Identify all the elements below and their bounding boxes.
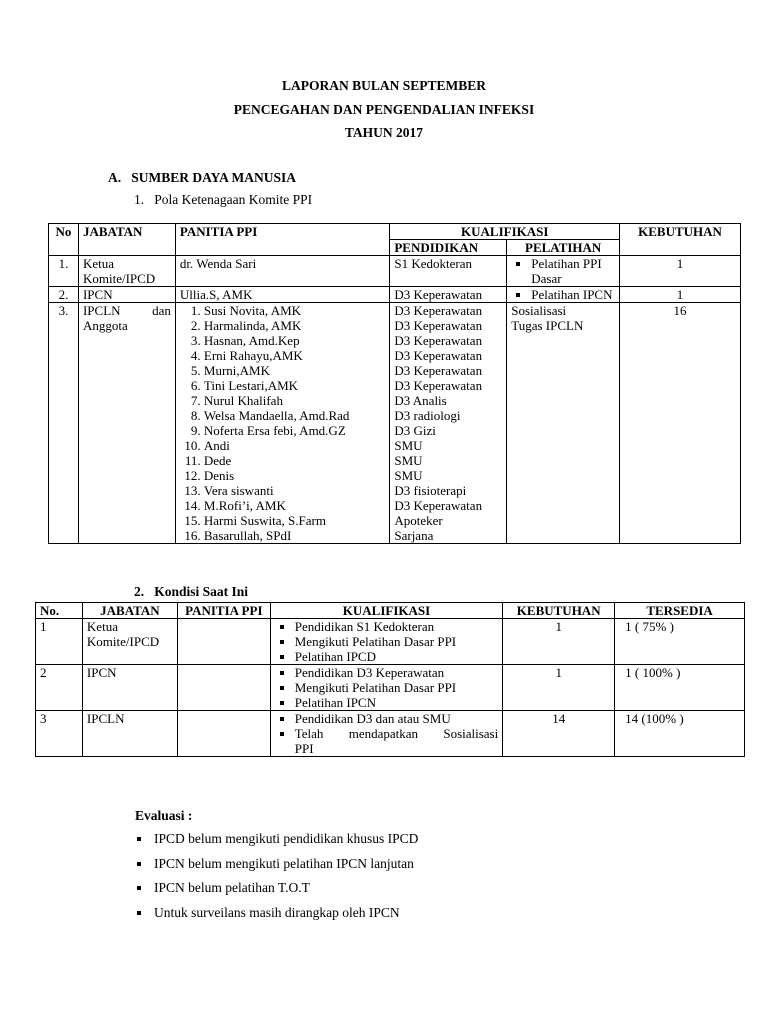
cell-jabatan: IPCN: [82, 665, 177, 711]
cell-jabatan: IPCLN: [82, 711, 177, 757]
cell-jabatan: Ketua Komite/IPCD: [78, 256, 175, 287]
cell-kebutuhan: 16: [620, 303, 741, 544]
table2-header-row: [36, 603, 745, 619]
cell-kualifikasi: [270, 619, 503, 665]
list-item-line: ▪ Telah mendapatkan Sosialisasi: [294, 726, 499, 741]
subsection-1-heading: 1. Pola Ketenagaan Komite PPI: [134, 192, 313, 207]
col-header-panitia: PANITIA PPI: [177, 603, 270, 619]
cell-no: 1: [36, 619, 83, 665]
pelatihan-line-1: Sosialisasi: [511, 303, 567, 318]
cell-tersedia: 1 ( 75% ): [615, 619, 745, 665]
list-item: D3 Keperawatan: [394, 303, 483, 318]
jabatan-word-3: Anggota: [82, 318, 128, 333]
list-item: 9. Noferta Ersa febi, Amd.GZ: [204, 423, 385, 438]
evaluation-list: [134, 830, 418, 928]
col-header-pelatihan: PELATIHAN: [507, 240, 620, 256]
cell-tersedia: 1 ( 100% ): [615, 665, 745, 711]
jabatan-word-2: dan: [152, 303, 171, 318]
list-item: ▪ Mengikuti Pelatihan Dasar PPI: [295, 634, 499, 649]
cell-panitia: [177, 619, 270, 665]
list-item: D3 Keperawatan: [394, 318, 483, 333]
list-item: ▪ Mengikuti Pelatihan Dasar PPI: [295, 680, 499, 695]
col-header-no: No.: [36, 603, 83, 619]
list-item: SMU: [394, 438, 423, 453]
cell-panitia: Ullia.S, AMK: [175, 287, 389, 303]
cell-pendidikan: D3 Keperawatan: [390, 287, 507, 303]
report-title-line1: LAPORAN BULAN SEPTEMBER: [281, 78, 487, 93]
list-item: 11. Dede: [204, 453, 385, 468]
list-item: D3 radiologi: [394, 408, 461, 423]
cell-jabatan: IPCN: [78, 287, 175, 303]
list-item: 2. Harmalinda, AMK: [204, 318, 385, 333]
col-header-kualifikasi: KUALIFIKASI: [390, 224, 620, 240]
col-header-no: No: [49, 224, 79, 256]
evaluation-heading: Evaluasi :: [135, 808, 193, 823]
table-row: [49, 303, 741, 544]
member-list: [180, 303, 385, 543]
cell-kebutuhan: 1: [620, 287, 741, 303]
col-header-kebutuhan: KEBUTUHAN: [620, 224, 741, 256]
list-item: D3 Analis: [394, 393, 447, 408]
list-item: D3 Gizi: [394, 423, 436, 438]
cell-no: 3: [36, 711, 83, 757]
table-row: [36, 619, 745, 665]
cell-kebutuhan: 1: [503, 665, 615, 711]
table1-header-row: [49, 224, 741, 240]
cell-tersedia: 14 (100% ): [615, 711, 745, 757]
list-item: SMU: [394, 468, 423, 483]
list-item: 10. Andi: [204, 438, 385, 453]
col-header-pendidikan: PENDIDIKAN: [390, 240, 507, 256]
list-item: ▪ Pendidikan D3 Keperawatan: [295, 665, 499, 680]
current-condition-table: [35, 602, 745, 757]
list-item: 13. Vera siswanti: [204, 483, 385, 498]
table-row: [36, 711, 745, 757]
col-header-tersedia: TERSEDIA: [615, 603, 745, 619]
list-item: ▪ Pelatihan IPCN: [531, 287, 615, 302]
list-item: 6. Tini Lestari,AMK: [204, 378, 385, 393]
report-title-line2: PENCEGAHAN DAN PENGENDALIAN INFEKSI: [233, 102, 535, 117]
list-item: Sarjana: [394, 528, 434, 543]
list-item: 15. Harmi Suswita, S.Farm: [204, 513, 385, 528]
report-title-line3: TAHUN 2017: [344, 125, 424, 140]
cell-pendidikan: [390, 303, 507, 544]
list-item: SMU: [394, 453, 423, 468]
list-item: ▪ Pelatihan IPCD: [295, 649, 499, 664]
list-item: ▪ Pendidikan S1 Kedokteran: [295, 619, 499, 634]
list-item: ▪ IPCN belum mengikuti pelatihan IPCN lanjutan: [152, 855, 418, 880]
col-header-jabatan: JABATAN: [78, 224, 175, 256]
cell-panitia: [177, 665, 270, 711]
cell-panitia: dr. Wenda Sari: [175, 256, 389, 287]
cell-no: 2: [36, 665, 83, 711]
col-header-kualifikasi: KUALIFIKASI: [270, 603, 503, 619]
cell-kebutuhan: 1: [620, 256, 741, 287]
list-item: D3 Keperawatan: [394, 498, 483, 513]
list-item: 3. Hasnan, Amd.Kep: [204, 333, 385, 348]
cell-no: 2.: [49, 287, 79, 303]
pelatihan-line-2: Tugas IPCLN: [511, 318, 584, 333]
col-header-kebutuhan: KEBUTUHAN: [503, 603, 615, 619]
list-item: ▪ Untuk surveilans masih dirangkap oleh IPCN: [152, 904, 418, 929]
list-item: ▪ Pelatihan IPCN: [295, 695, 499, 710]
list-item: D3 Keperawatan: [394, 363, 483, 378]
table-row: [49, 256, 741, 287]
cell-kualifikasi: [270, 665, 503, 711]
jabatan-word-1: IPCLN: [82, 303, 121, 318]
list-item: ▪ IPCD belum mengikuti pendidikan khusus IPCD: [152, 830, 418, 855]
cell-pelatihan: [507, 256, 620, 287]
cell-jabatan: [78, 303, 175, 544]
cell-pelatihan: [507, 303, 620, 544]
cell-no: 1.: [49, 256, 79, 287]
list-item: 1. Susi Novita, AMK: [204, 303, 385, 318]
subsection-2-heading: 2. Kondisi Saat Ini: [134, 584, 249, 599]
cell-panitia: [175, 303, 389, 544]
table-row: [49, 287, 741, 303]
cell-kualifikasi: [270, 711, 503, 757]
cell-kebutuhan: 14: [503, 711, 615, 757]
cell-jabatan: Ketua Komite/IPCD: [82, 619, 177, 665]
education-list: [394, 303, 502, 543]
list-item-line: PPI: [294, 741, 314, 756]
list-item: 8. Welsa Mandaella, Amd.Rad: [204, 408, 385, 423]
list-item: D3 Keperawatan: [394, 378, 483, 393]
col-header-panitia: PANITIA PPI: [175, 224, 389, 256]
staffing-pattern-table: [48, 223, 741, 544]
list-item: 14. M.Rofi’i, AMK: [204, 498, 385, 513]
list-item: ▪ Pelatihan PPI Dasar: [531, 256, 615, 286]
list-item: D3 Keperawatan: [394, 348, 483, 363]
list-item: ▪ IPCN belum pelatihan T.O.T: [152, 879, 418, 904]
list-item: Apoteker: [394, 513, 443, 528]
list-item: D3 fisioterapi: [394, 483, 467, 498]
cell-kebutuhan: 1: [503, 619, 615, 665]
cell-pelatihan: [507, 287, 620, 303]
list-item: 16. Basarullah, SPdI: [204, 528, 385, 543]
list-item: 5. Murni,AMK: [204, 363, 385, 378]
table-row: [36, 665, 745, 711]
list-item: ▪ Pendidikan D3 dan atau SMU: [295, 711, 499, 726]
list-item: 7. Nurul Khalifah: [204, 393, 385, 408]
cell-pendidikan: S1 Kedokteran: [390, 256, 507, 287]
col-header-jabatan: JABATAN: [82, 603, 177, 619]
list-item: 12. Denis: [204, 468, 385, 483]
list-item: [295, 726, 499, 756]
list-item: D3 Keperawatan: [394, 333, 483, 348]
section-a-heading: A. SUMBER DAYA MANUSIA: [108, 170, 297, 185]
list-item: 4. Erni Rahayu,AMK: [204, 348, 385, 363]
cell-panitia: [177, 711, 270, 757]
cell-no: 3.: [49, 303, 79, 544]
